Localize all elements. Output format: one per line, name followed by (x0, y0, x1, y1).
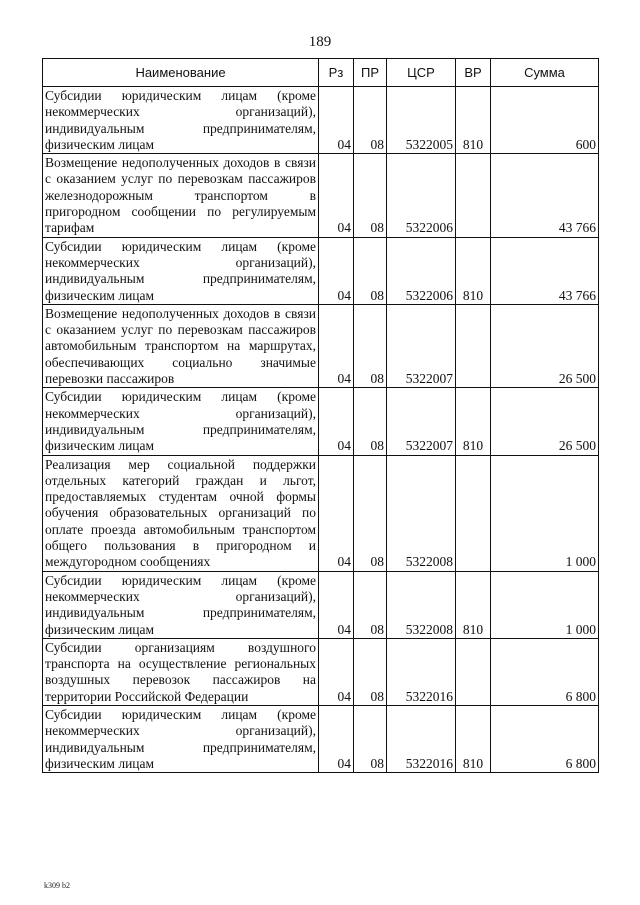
table-row (43, 304, 599, 387)
header-pr: ПР (354, 59, 387, 87)
row-vr (456, 638, 491, 705)
row-name: Реализация мер социальной поддержки отдельных категорий граждан и льгот, предоставляемых студентам очной формы обучения образовательных организаций по оплате проезда автомобильным транспортом общего пользования в пригородном и междугородном сообщениях (43, 455, 319, 571)
row-pr: 08 (354, 304, 387, 387)
table-row (43, 705, 599, 772)
row-pr: 08 (354, 571, 387, 638)
table-row (43, 154, 599, 237)
row-pr: 08 (354, 87, 387, 154)
row-name: Субсидии юридическим лицам (кроме некоммерческих организаций), индивидуальным предпринимателям, физическим лицам (43, 705, 319, 772)
row-csr: 5322016 (387, 638, 456, 705)
row-sum: 600 (491, 87, 599, 154)
row-csr: 5322007 (387, 304, 456, 387)
row-vr: 810 (456, 705, 491, 772)
row-sum: 26 500 (491, 304, 599, 387)
table-row (43, 455, 599, 571)
row-csr: 5322007 (387, 388, 456, 455)
row-vr (456, 304, 491, 387)
table-row (43, 237, 599, 304)
row-sum: 6 800 (491, 705, 599, 772)
row-vr: 810 (456, 237, 491, 304)
row-csr: 5322006 (387, 154, 456, 237)
row-csr: 5322006 (387, 237, 456, 304)
row-name: Субсидии юридическим лицам (кроме некоммерческих организаций), индивидуальным предпринимателям, физическим лицам (43, 237, 319, 304)
row-csr: 5322008 (387, 455, 456, 571)
header-vr: ВР (456, 59, 491, 87)
row-sum: 26 500 (491, 388, 599, 455)
row-rz: 04 (319, 455, 354, 571)
table-row (43, 638, 599, 705)
header-sum: Сумма (491, 59, 599, 87)
row-pr: 08 (354, 638, 387, 705)
row-name: Субсидии юридическим лицам (кроме некоммерческих организаций), индивидуальным предпринимателям, физическим лицам (43, 87, 319, 154)
row-rz: 04 (319, 237, 354, 304)
row-csr: 5322005 (387, 87, 456, 154)
row-vr (456, 154, 491, 237)
row-name: Субсидии юридическим лицам (кроме некоммерческих организаций), индивидуальным предпринимателям, физическим лицам (43, 388, 319, 455)
row-pr: 08 (354, 388, 387, 455)
row-rz: 04 (319, 638, 354, 705)
header-csr: ЦСР (387, 59, 456, 87)
footer-code: k309 b2 (44, 881, 70, 890)
row-vr (456, 455, 491, 571)
row-sum: 43 766 (491, 154, 599, 237)
row-pr: 08 (354, 455, 387, 571)
row-rz: 04 (319, 388, 354, 455)
row-pr: 08 (354, 705, 387, 772)
table-row (43, 571, 599, 638)
row-rz: 04 (319, 705, 354, 772)
row-rz: 04 (319, 571, 354, 638)
row-csr: 5322008 (387, 571, 456, 638)
row-name: Возмещение недополученных доходов в связи с оказанием услуг по перевозкам пассажиров автомобильным транспортом на маршрутах, обеспечивающих социально значимые перевозки пассажиров (43, 304, 319, 387)
row-pr: 08 (354, 154, 387, 237)
header-rz: Рз (319, 59, 354, 87)
row-sum: 1 000 (491, 571, 599, 638)
page-number: 189 (308, 34, 332, 50)
row-rz: 04 (319, 154, 354, 237)
table-row (43, 388, 599, 455)
table-row (43, 87, 599, 154)
row-name: Возмещение недополученных доходов в связи с оказанием услуг по перевозкам пассажиров железнодорожным транспортом в пригородном сообщении по регулируемым тарифам (43, 154, 319, 237)
header-name: Наименование (43, 59, 319, 87)
row-sum: 1 000 (491, 455, 599, 571)
row-vr: 810 (456, 571, 491, 638)
budget-table (42, 58, 599, 773)
row-vr: 810 (456, 87, 491, 154)
row-sum: 6 800 (491, 638, 599, 705)
row-sum: 43 766 (491, 237, 599, 304)
table-header-row (43, 59, 599, 87)
row-rz: 04 (319, 87, 354, 154)
row-name: Субсидии организациям воздушного транспорта на осуществление региональных воздушных перевозок пассажиров на территории Российской Федерации (43, 638, 319, 705)
row-pr: 08 (354, 237, 387, 304)
row-name: Субсидии юридическим лицам (кроме некоммерческих организаций), индивидуальным предпринимателям, физическим лицам (43, 571, 319, 638)
row-vr: 810 (456, 388, 491, 455)
row-rz: 04 (319, 304, 354, 387)
row-csr: 5322016 (387, 705, 456, 772)
